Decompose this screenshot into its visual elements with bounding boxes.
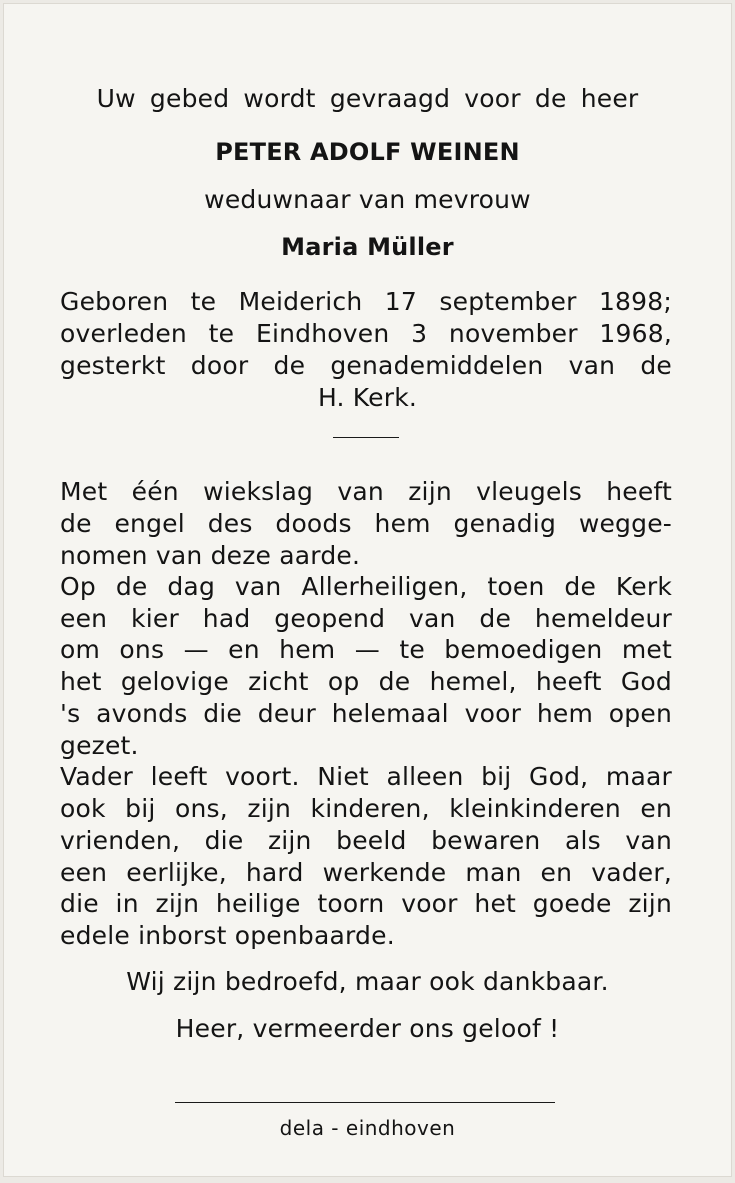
text-line: de engel des doods hem genadig wegge- <box>60 509 672 538</box>
text-line: 's avonds die deur helemaal voor hem open <box>60 699 672 728</box>
prayer-request: Uw gebed wordt gevraagd voor de heer <box>96 84 639 113</box>
text-line: nomen van deze aarde. <box>60 541 361 570</box>
spouse-name: Maria Müller <box>281 233 454 261</box>
text-line: gezet. <box>60 731 139 760</box>
death-line: overleden te Eindhoven 3 november 1968, <box>60 319 672 348</box>
memorial-card <box>3 3 732 1177</box>
text-line: vrienden, die zijn beeld bewaren als van <box>60 826 672 855</box>
text-line: Vader leeft voort. Niet alleen bij God, maar <box>60 762 672 791</box>
church-line: H. Kerk. <box>317 383 418 412</box>
text-line: edele inborst openbaarde. <box>60 921 395 950</box>
birth-line: Geboren te Meiderich 17 september 1898; <box>60 287 672 316</box>
text-line: het gelovige zicht op de hemel, heeft God <box>60 667 672 696</box>
divider-long <box>175 1102 555 1103</box>
divider-short <box>333 437 399 438</box>
deceased-name: PETER ADOLF WEINEN <box>215 138 520 166</box>
text-line: Met één wiekslag van zijn vleugels heeft <box>60 477 672 506</box>
text-line: ook bij ons, zijn kinderen, kleinkinderen en <box>60 794 672 823</box>
text-line: een eerlijke, hard werkende man en vader, <box>60 858 672 887</box>
text-line: om ons — en hem — te bemoedigen met <box>60 635 672 664</box>
text-line: Op de dag van Allerheiligen, toen de Kerk <box>60 572 672 601</box>
text-line: een kier had geopend van de hemeldeur <box>60 604 672 633</box>
printer-imprint: dela - eindhoven <box>279 1116 456 1140</box>
prayer-line: Heer, vermeerder ons geloof ! <box>175 1014 560 1043</box>
text-line: die in zijn heilige toorn voor het goede zijn <box>60 889 672 918</box>
closing-line: Wij zijn bedroefd, maar ook dankbaar. <box>126 967 609 996</box>
sacraments-line: gesterkt door de genademiddelen van de <box>60 351 672 380</box>
relation-line: weduwnaar van mevrouw <box>204 185 531 214</box>
